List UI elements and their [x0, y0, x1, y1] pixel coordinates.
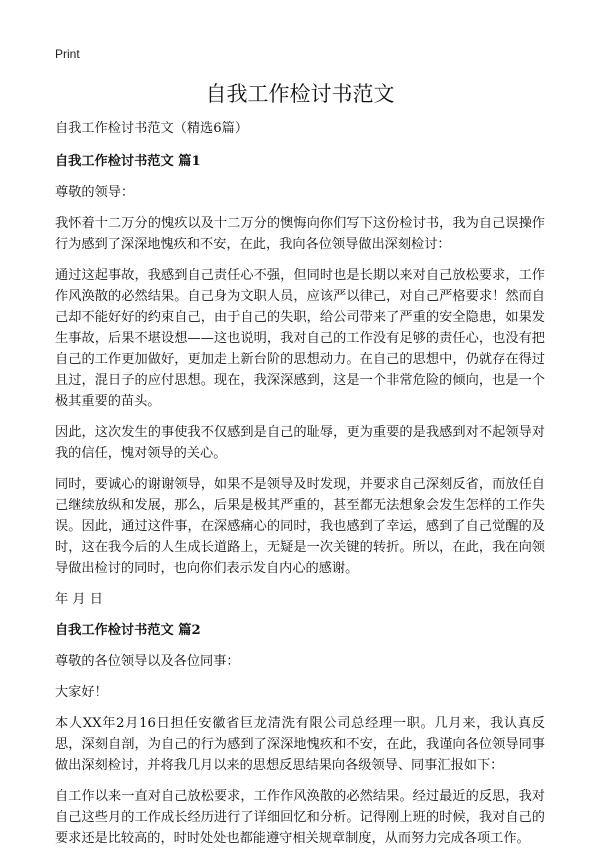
section-1-paragraph-3: 因此，这次发生的事使我不仅感到是自己的耻辱，更为重要的是我感到对不起领导对我的信任，愧对领导的关心。: [55, 425, 545, 461]
section-2-paragraph-1: 本人XX年2月16日担任安徽省巨龙清洗有限公司总经理一职。几月来，我认真反思，深刻自剖，为自己的行为感到了深深地愧疚和不安，在此，我谨向各位领导同事做出深刻检讨，并将我几月以来的思想反思结果向各级领导、同事汇报如下：: [55, 716, 545, 773]
section-1-date: 年 月 日: [55, 592, 103, 607]
section-1-heading: 自我工作检讨书范文 篇1: [55, 154, 201, 169]
document-title: 自我工作检讨书范文: [205, 82, 395, 106]
section-2-greeting: 尊敬的各位领导以及各位同事：: [55, 654, 240, 669]
section-1-greeting: 尊敬的领导：: [55, 185, 135, 200]
section-1-paragraph-1: 我怀着十二万分的愧疚以及十二万分的懊悔向你们写下这份检讨书，我为自己误操作行为感到了深深地愧疚和不安，在此，我向各位领导做出深刻检讨：: [55, 216, 545, 252]
print-link[interactable]: Print: [55, 47, 80, 61]
document-body: [55, 118, 545, 859]
section-2-heading: 自我工作检讨书范文 篇2: [55, 623, 201, 638]
section-1-paragraph-4: 同时，要诚心的谢谢领导，如果不是领导及时发现，并要求自己深刻反省，而放任自己继续放纵和发展，那么，后果是极其严重的，甚至都无法想象会发生怎样的工作失误。因此，通过这件事，在深感痛心的同时，我也感到了幸运，感到了自己觉醒的及时，这在我今后的人生成长道路上，无疑是一次关键的转折。所以，在此，我在向领导做出检讨的同时，也向你们表示发自内心的感谢。: [55, 477, 545, 576]
section-2-greeting-2: 大家好！: [55, 685, 108, 700]
document-subtitle: 自我工作检讨书范文（精选6篇）: [55, 121, 249, 136]
section-1-paragraph-2: 通过这起事故，我感到自己责任心不强，但同时也是长期以来对自己放松要求，工作作风涣散的必然结果。自己身为文职人员，应该严以律己，对自己严格要求！然而自己却不能好好的约束自己，由于自己的失职，给公司带来了严重的安全隐患，如果发生事故，后果不堪设想——这也说明，我对自己的工作没有足够的责任心，也没有把自己的工作更加做好，更加走上新台阶的思想动力。在自己的思想中，仍就存在得过且过，混日子的应付思想。现在，我深深感到，这是一个非常危险的倾向，也是一个极其重要的苗头。: [55, 268, 545, 409]
section-2-paragraph-2: 自工作以来一直对自己放松要求，工作作风涣散的必然结果。经过最近的反思，我对自己这些月的工作成长经历进行了详细回忆和分析。记得刚上班的时候，我对自己的要求还是比较高的，时时处处也都能遵守相关规章制度，从而努力完成各项工作。: [55, 789, 545, 846]
